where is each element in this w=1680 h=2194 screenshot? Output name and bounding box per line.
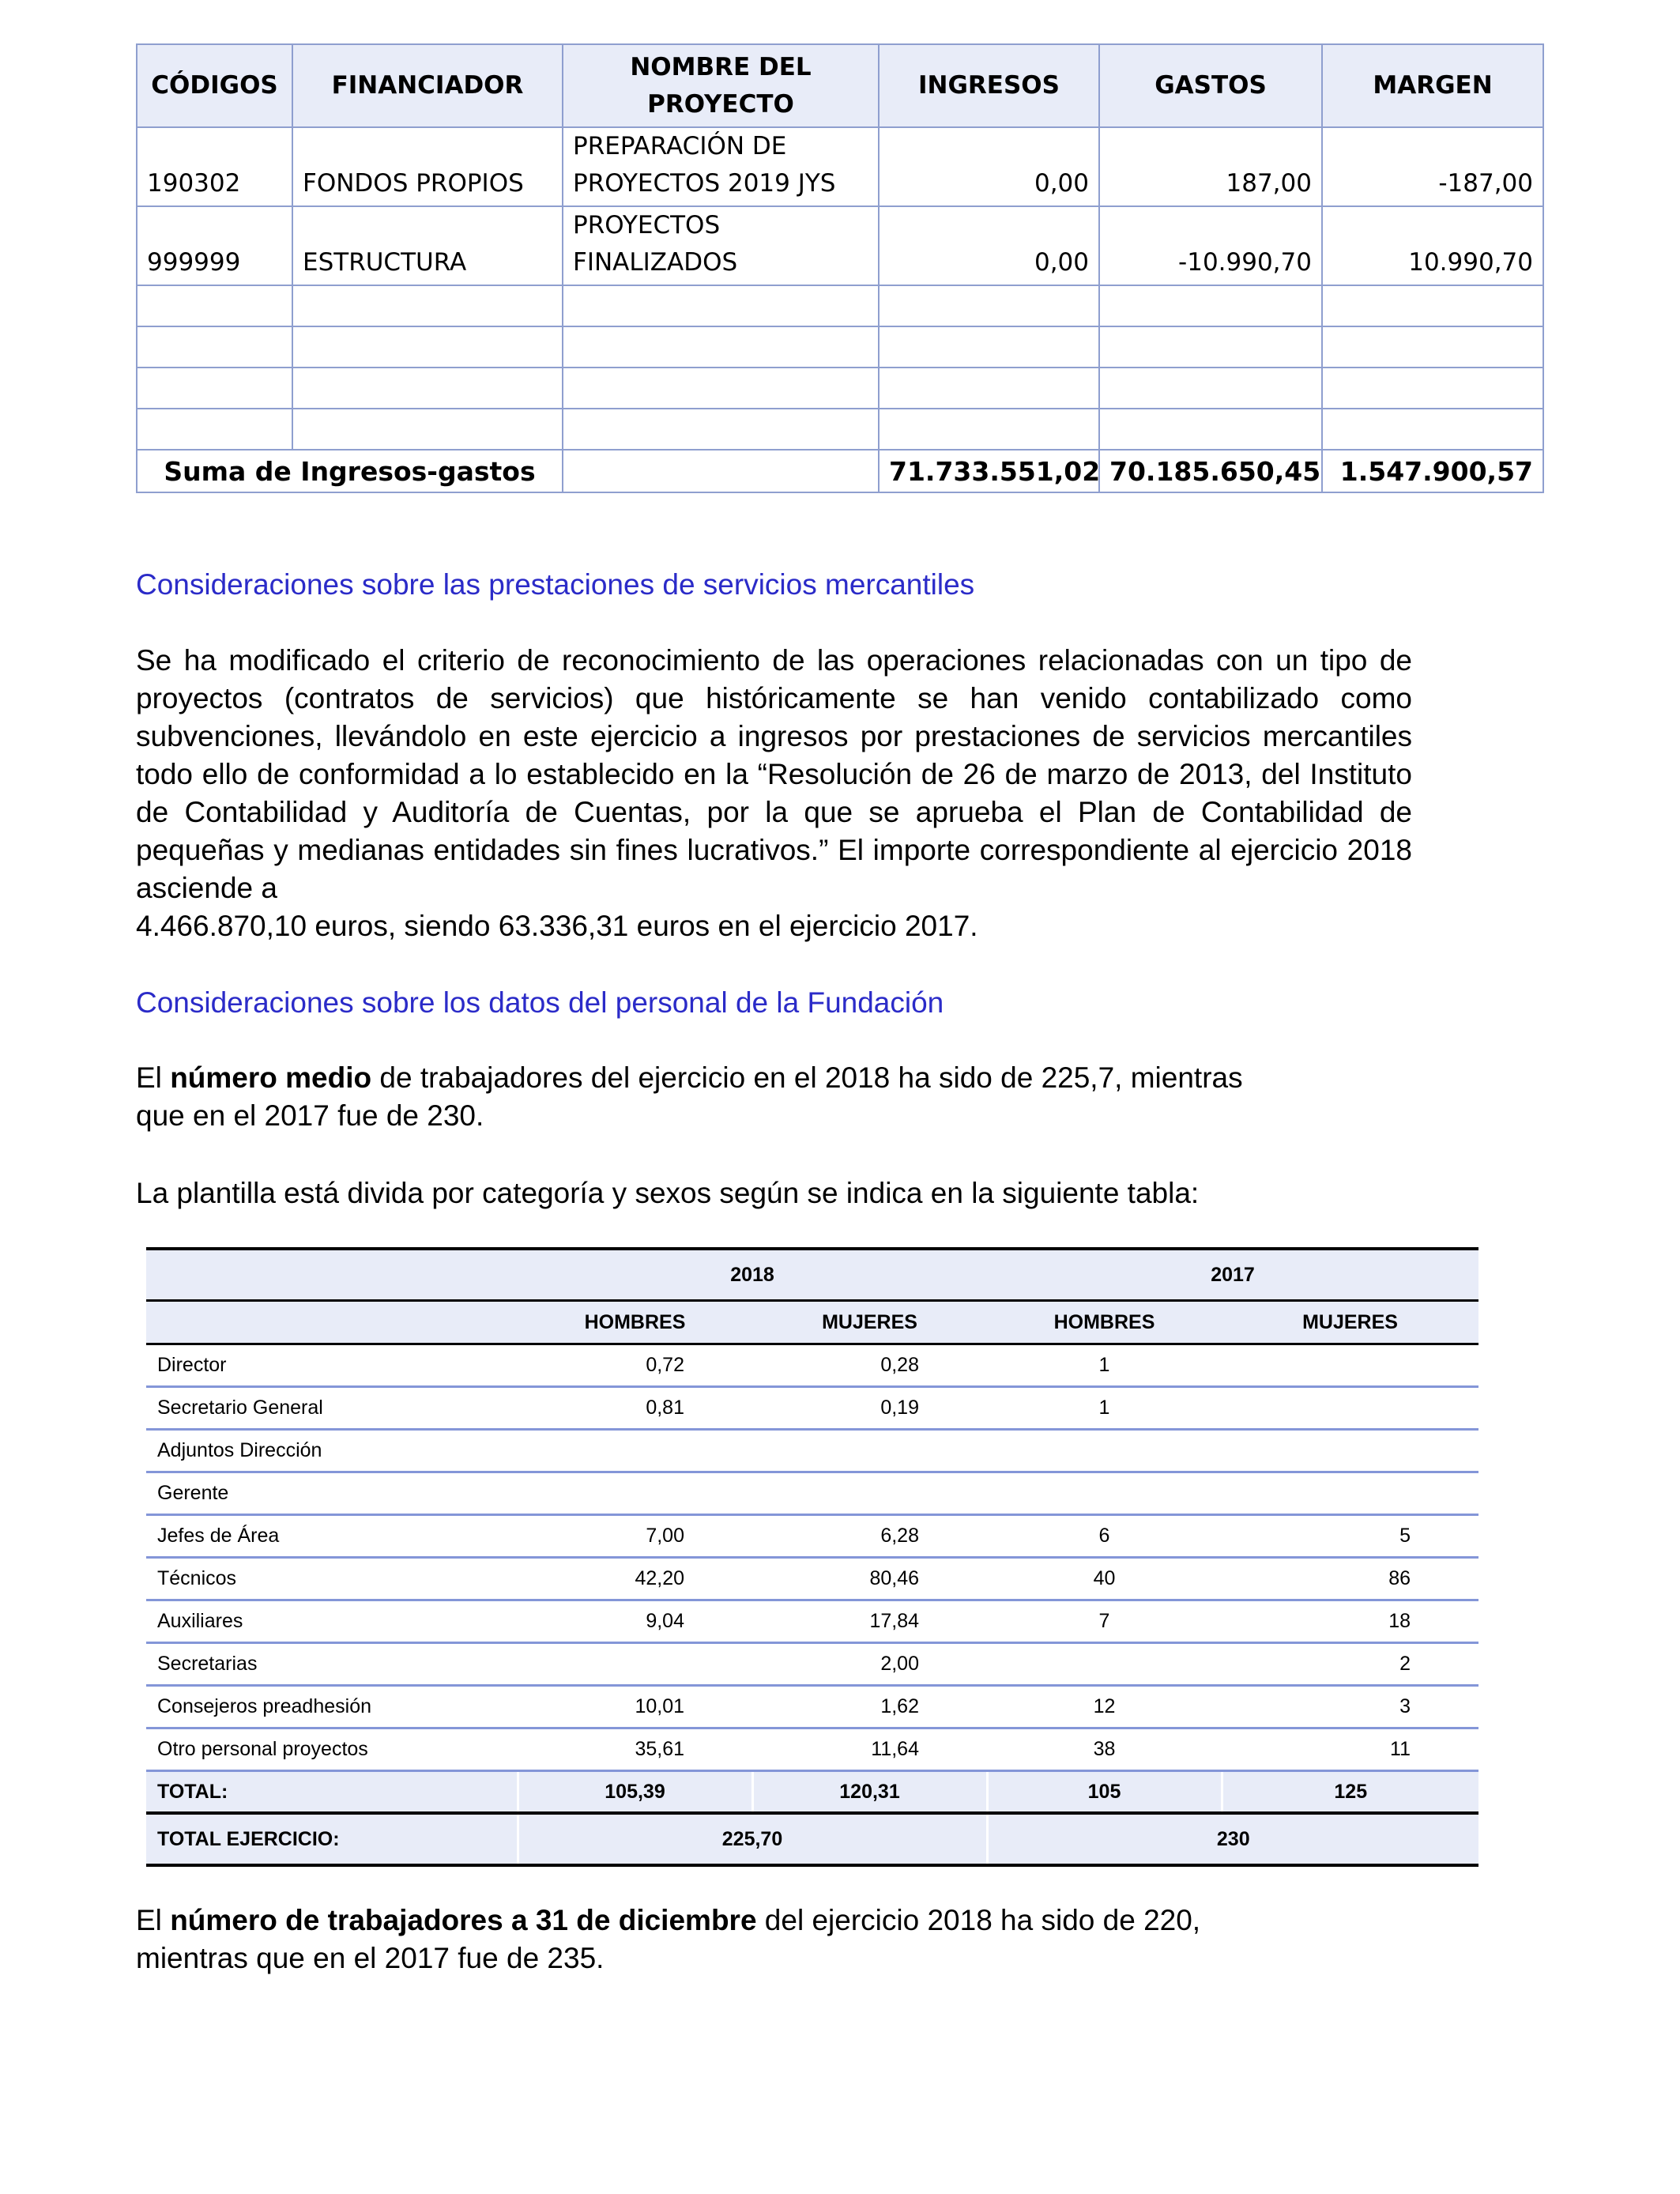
category-label: Director: [146, 1344, 518, 1387]
total-ejercicio-2018: 225,70: [518, 1813, 987, 1865]
sex-header-row: [146, 1301, 1478, 1344]
cell-financiador: FONDOS PROPIOS: [292, 127, 563, 206]
total-h17: 105: [987, 1771, 1222, 1814]
section-heading-personal: Consideraciones sobre los datos del personal de la Fundación: [136, 986, 944, 1019]
cell-codigo: 999999: [137, 206, 292, 285]
table-row: Auxiliares 9,04 17,84 7 18: [146, 1600, 1478, 1643]
paragraph-body: Se ha modificado el criterio de reconocimiento de las operaciones relacionadas con un tipo de proyectos (contratos de servicios) que históricamente se han venido contabilizado como subvenciones, llevándolo en este ejercicio a ingresos por prestaciones de servicios mercantiles todo ello de conformidad a lo establecido en la “Resolución de 26 de marzo de 2013, del Instituto de Contabilidad y Auditoría de Cuentas, por la que se aprueba el Plan de Contabilidad de pequeñas y medianas entidades sin fines lucrativos.” El importe correspondiente al ejercicio 2018 asciende a: [136, 644, 1412, 904]
empty-row: [137, 326, 1543, 368]
header-mujeres: MUJERES: [752, 1301, 987, 1344]
table-row: Secretarias 2,00 2: [146, 1643, 1478, 1686]
paragraph-servicios: [136, 642, 1412, 945]
header-nombre-proyecto: NOMBRE DEL PROYECTO: [563, 44, 879, 127]
category-label: Otro personal proyectos: [146, 1728, 518, 1771]
total-ejercicio-2017: 230: [987, 1813, 1478, 1865]
total-h18: 105,39: [518, 1771, 752, 1814]
header-mujeres: MUJERES: [1222, 1301, 1478, 1344]
total-label: TOTAL:: [146, 1771, 518, 1814]
table-row: Otro personal proyectos 35,61 11,64 38 11: [146, 1728, 1478, 1771]
category-label: Secretarias: [146, 1643, 518, 1686]
table-row: Secretario General 0,81 0,19 1: [146, 1387, 1478, 1430]
header-hombres: HOMBRES: [518, 1301, 752, 1344]
cell-margen: -187,00: [1322, 127, 1543, 206]
cell-ingresos: 0,00: [879, 206, 1099, 285]
total-ingresos: 71.733.551,02: [879, 450, 1099, 492]
nombre-line: PREPARACIÓN DE: [573, 132, 787, 160]
empty-row: [137, 285, 1543, 326]
total-label: Suma de Ingresos-gastos: [137, 450, 563, 492]
cell-ingresos: 0,00: [879, 127, 1099, 206]
table-row: Director 0,72 0,28 1: [146, 1344, 1478, 1387]
table-header-row: [137, 44, 1543, 127]
header-gastos: GASTOS: [1099, 44, 1322, 127]
total-gastos: 70.185.650,45: [1099, 450, 1322, 492]
header-ingresos: INGRESOS: [879, 44, 1099, 127]
header-hombres: HOMBRES: [987, 1301, 1222, 1344]
paragraph-trabajadores-diciembre: El número de trabajadores a 31 de diciembre del ejercicio 2018 ha sido de 220, mientras que en el 2017 fue de 235.: [136, 1904, 1201, 1974]
category-label: Técnicos: [146, 1558, 518, 1600]
projects-table: [136, 43, 1544, 493]
header-financiador: FINANCIADOR: [292, 44, 563, 127]
header-margen: MARGEN: [1322, 44, 1543, 127]
cell-gastos: 187,00: [1099, 127, 1322, 206]
cell-margen: 10.990,70: [1322, 206, 1543, 285]
paragraph-plantilla: La plantilla está divida por categoría y sexos según se indica en la siguiente tabla:: [136, 1177, 1200, 1209]
total-margen: 1.547.900,57: [1322, 450, 1543, 492]
paragraph-last-line: 4.466.870,10 euros, siendo 63.336,31 euros en el ejercicio 2017.: [136, 910, 978, 942]
cell-nombre: [563, 127, 879, 206]
table-row: Consejeros preadhesión 10,01 1,62 12 3: [146, 1686, 1478, 1728]
category-label: Gerente: [146, 1472, 518, 1515]
cell-gastos: -10.990,70: [1099, 206, 1322, 285]
year-header-row: [146, 1249, 1478, 1301]
header-year-2017: 2017: [987, 1249, 1478, 1301]
category-label: Jefes de Área: [146, 1515, 518, 1558]
total-ejercicio-label: TOTAL EJERCICIO:: [146, 1813, 518, 1865]
cell-financiador: ESTRUCTURA: [292, 206, 563, 285]
header-year-2018: 2018: [518, 1249, 987, 1301]
nombre-line: FINALIZADOS: [573, 248, 738, 277]
category-label: Auxiliares: [146, 1600, 518, 1643]
total-row: [137, 450, 1543, 492]
cell-nombre: [563, 206, 879, 285]
table-row: [137, 127, 1543, 206]
table-row: [146, 1430, 1478, 1472]
paragraph-numero-medio: El número medio de trabajadores del ejercicio en el 2018 ha sido de 225,7, mientras que en el 2017 fue de 230.: [136, 1061, 1243, 1132]
empty-row: [137, 368, 1543, 409]
bold-numero-medio: número medio: [170, 1061, 372, 1094]
total-ejercicio-row: [146, 1813, 1478, 1865]
header-codigos: CÓDIGOS: [137, 44, 292, 127]
total-m17: 125: [1222, 1771, 1478, 1814]
section-heading-servicios: Consideraciones sobre las prestaciones de servicios mercantiles: [136, 568, 975, 601]
empty-row: [137, 409, 1543, 450]
table-row: [137, 206, 1543, 285]
nombre-line: PROYECTOS: [573, 211, 721, 239]
nombre-line: PROYECTOS 2019 JYS: [573, 169, 836, 198]
total-m18: 120,31: [752, 1771, 987, 1814]
cell-codigo: 190302: [137, 127, 292, 206]
bold-trabajadores-diciembre: número de trabajadores a 31 de diciembre: [170, 1904, 757, 1936]
category-label: Consejeros preadhesión: [146, 1686, 518, 1728]
table-row: Técnicos 42,20 80,46 40 86: [146, 1558, 1478, 1600]
total-row: [146, 1771, 1478, 1814]
table-row: [146, 1472, 1478, 1515]
category-label: Adjuntos Dirección: [146, 1430, 518, 1472]
staff-table: [146, 1247, 1478, 1867]
table-row: Jefes de Área 7,00 6,28 6 5: [146, 1515, 1478, 1558]
category-label: Secretario General: [146, 1387, 518, 1430]
